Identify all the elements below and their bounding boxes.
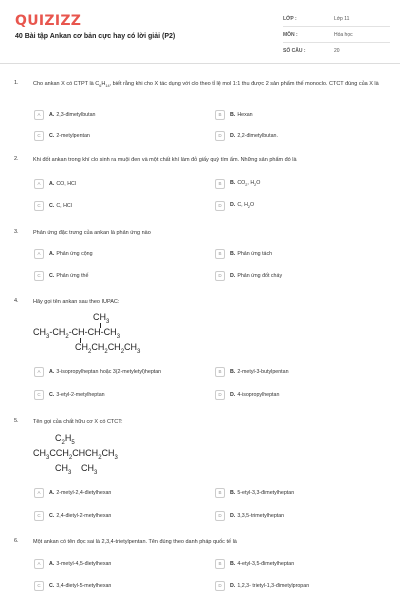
option-letter-badge: B	[215, 367, 225, 377]
option-b[interactable]: B B. 2-metyl-3-butylpentan	[215, 366, 289, 377]
formula-main-chain: $CH_3-CH_2-CH-CH-CH_3$	[33, 327, 121, 340]
option-c[interactable]: C C. 3,4-đietyl-5-metylhexan	[34, 580, 111, 591]
option-letter-badge: A	[34, 488, 44, 498]
meta-value-count: 20	[334, 48, 340, 54]
formula-top-branch: $CH_3$	[93, 312, 110, 325]
option-d[interactable]: D D. 4-isopropylheptan	[215, 389, 279, 400]
formula-bottom-branch-1: $CH_3$	[55, 463, 72, 476]
question-text: Một ankan có tên đọc sai là 2,3,4-trietylpentan. Tên đúng theo danh pháp quốc tế là	[33, 539, 237, 545]
option-letter-badge: B	[215, 249, 225, 259]
option-a[interactable]: A A. 3-metyl-4,5-đietylhexan	[34, 558, 111, 569]
meta-value-subject: Hóa học	[334, 32, 353, 38]
formula-bottom-branch-2: $CH_3$	[81, 463, 98, 476]
option-b[interactable]: B B. $CO_2$, $H_2O$	[215, 178, 260, 189]
question-text: Cho ankan X có CTPT là $C_6H_{14}$, biết rằng khi cho X tác dụng với clo theo tỉ lệ mol 1:1 thu được 2 sản phẩm thế monoclo. CTCT đúng của X là	[33, 81, 379, 89]
formula-top-branch: $C_2H_5$	[55, 433, 75, 446]
option-letter-badge: C	[34, 581, 44, 591]
option-letter-badge: A	[34, 249, 44, 259]
option-d[interactable]: D D. 3,3,5-trimetylheptan	[215, 510, 284, 521]
meta-divider	[283, 26, 390, 27]
option-letter-badge: C	[34, 511, 44, 521]
question-text: Phản ứng đặc trưng của ankan là phản ứng nào	[33, 230, 151, 236]
question-number: 5.	[14, 418, 19, 424]
option-letter-badge: B	[215, 488, 225, 498]
option-c[interactable]: C C. C, HCl	[34, 200, 72, 211]
option-letter-badge: C	[34, 131, 44, 141]
question-number: 4.	[14, 298, 19, 304]
meta-label-class: LỚP :	[283, 16, 297, 22]
option-a[interactable]: A A. Phản ứng cộng	[34, 248, 93, 259]
option-b[interactable]: B B. Phản ứng tách	[215, 248, 272, 259]
meta-label-count: SỐ CÂU :	[283, 48, 306, 54]
question-text: Khi đốt ankan trong khí clo sinh ra muội đen và một chất khí làm đỏ giấy quỳ tím ẩm. Những sản phẩm đó là	[33, 157, 297, 163]
option-letter-badge: D	[215, 511, 225, 521]
option-letter-badge: B	[215, 559, 225, 569]
option-letter-badge: B	[215, 110, 225, 120]
question-number: 3.	[14, 229, 19, 235]
option-c[interactable]: C C. 2-metylpentan	[34, 130, 90, 141]
option-letter-badge: D	[215, 131, 225, 141]
option-letter-badge: B	[215, 179, 225, 189]
question-text: Tên gọi của chất hữu cơ X có CTCT:	[33, 419, 123, 425]
option-letter-badge: D	[215, 581, 225, 591]
question-number: 6.	[14, 538, 19, 544]
formula-main-chain: $CH_3CCH_2CHCH_2CH_3$	[33, 448, 118, 461]
question-number: 1.	[14, 80, 19, 86]
option-letter-badge: D	[215, 201, 225, 211]
option-letter-badge: D	[215, 390, 225, 400]
option-d[interactable]: D D. 2,2-đimetylbutan.	[215, 130, 278, 141]
option-a[interactable]: A A. 2,3-đimetylbutan	[34, 109, 95, 120]
formula-bottom-branch: $CH_2CH_2CH_2CH_3$	[75, 342, 141, 355]
option-d[interactable]: D D. Phản ứng đốt cháy	[215, 270, 282, 281]
worksheet-title: 40 Bài tập Ankan cơ bản cực hay có lời giải (P2)	[15, 33, 176, 40]
option-c[interactable]: C C. 3-etyl-2-metylheptan	[34, 389, 105, 400]
option-letter-badge: C	[34, 201, 44, 211]
question-text: Hãy gọi tên ankan sau theo IUPAC:	[33, 299, 120, 305]
option-b[interactable]: B B. Hexan	[215, 109, 253, 120]
option-letter-badge: A	[34, 179, 44, 189]
meta-label-subject: MÔN :	[283, 32, 298, 38]
question-number: 2.	[14, 156, 19, 162]
option-letter-badge: A	[34, 559, 44, 569]
option-letter-badge: A	[34, 110, 44, 120]
quizizz-logo: QUIZIZZ	[15, 13, 82, 29]
option-d[interactable]: D D. 1,2,3- trietyl-1,3-đimetylpropan	[215, 580, 309, 591]
option-letter-badge: C	[34, 271, 44, 281]
option-letter-badge: A	[34, 367, 44, 377]
option-b[interactable]: B B. 4-etyl-3,5-đimetylheptan	[215, 558, 294, 569]
option-d[interactable]: D D. C, $H_2O$	[215, 200, 254, 211]
worksheet-header	[0, 0, 400, 64]
option-letter-badge: D	[215, 271, 225, 281]
meta-value-class: Lớp 11	[334, 16, 350, 22]
option-a[interactable]: A A. 3-isopropylheptan hoặc 3(2-metyletyl)heptan	[34, 366, 161, 377]
option-c[interactable]: C C. 2,4-đietyl-2-metylhexan	[34, 510, 111, 521]
option-a[interactable]: A A. 2-metyl-2,4-đietylhexan	[34, 487, 111, 498]
option-c[interactable]: C C. Phản ứng thế	[34, 270, 88, 281]
meta-divider	[283, 42, 390, 43]
option-a[interactable]: A A. CO, HCl	[34, 178, 76, 189]
option-b[interactable]: B B. 5-etyl-3,3-đimetylheptan	[215, 487, 294, 498]
option-letter-badge: C	[34, 390, 44, 400]
